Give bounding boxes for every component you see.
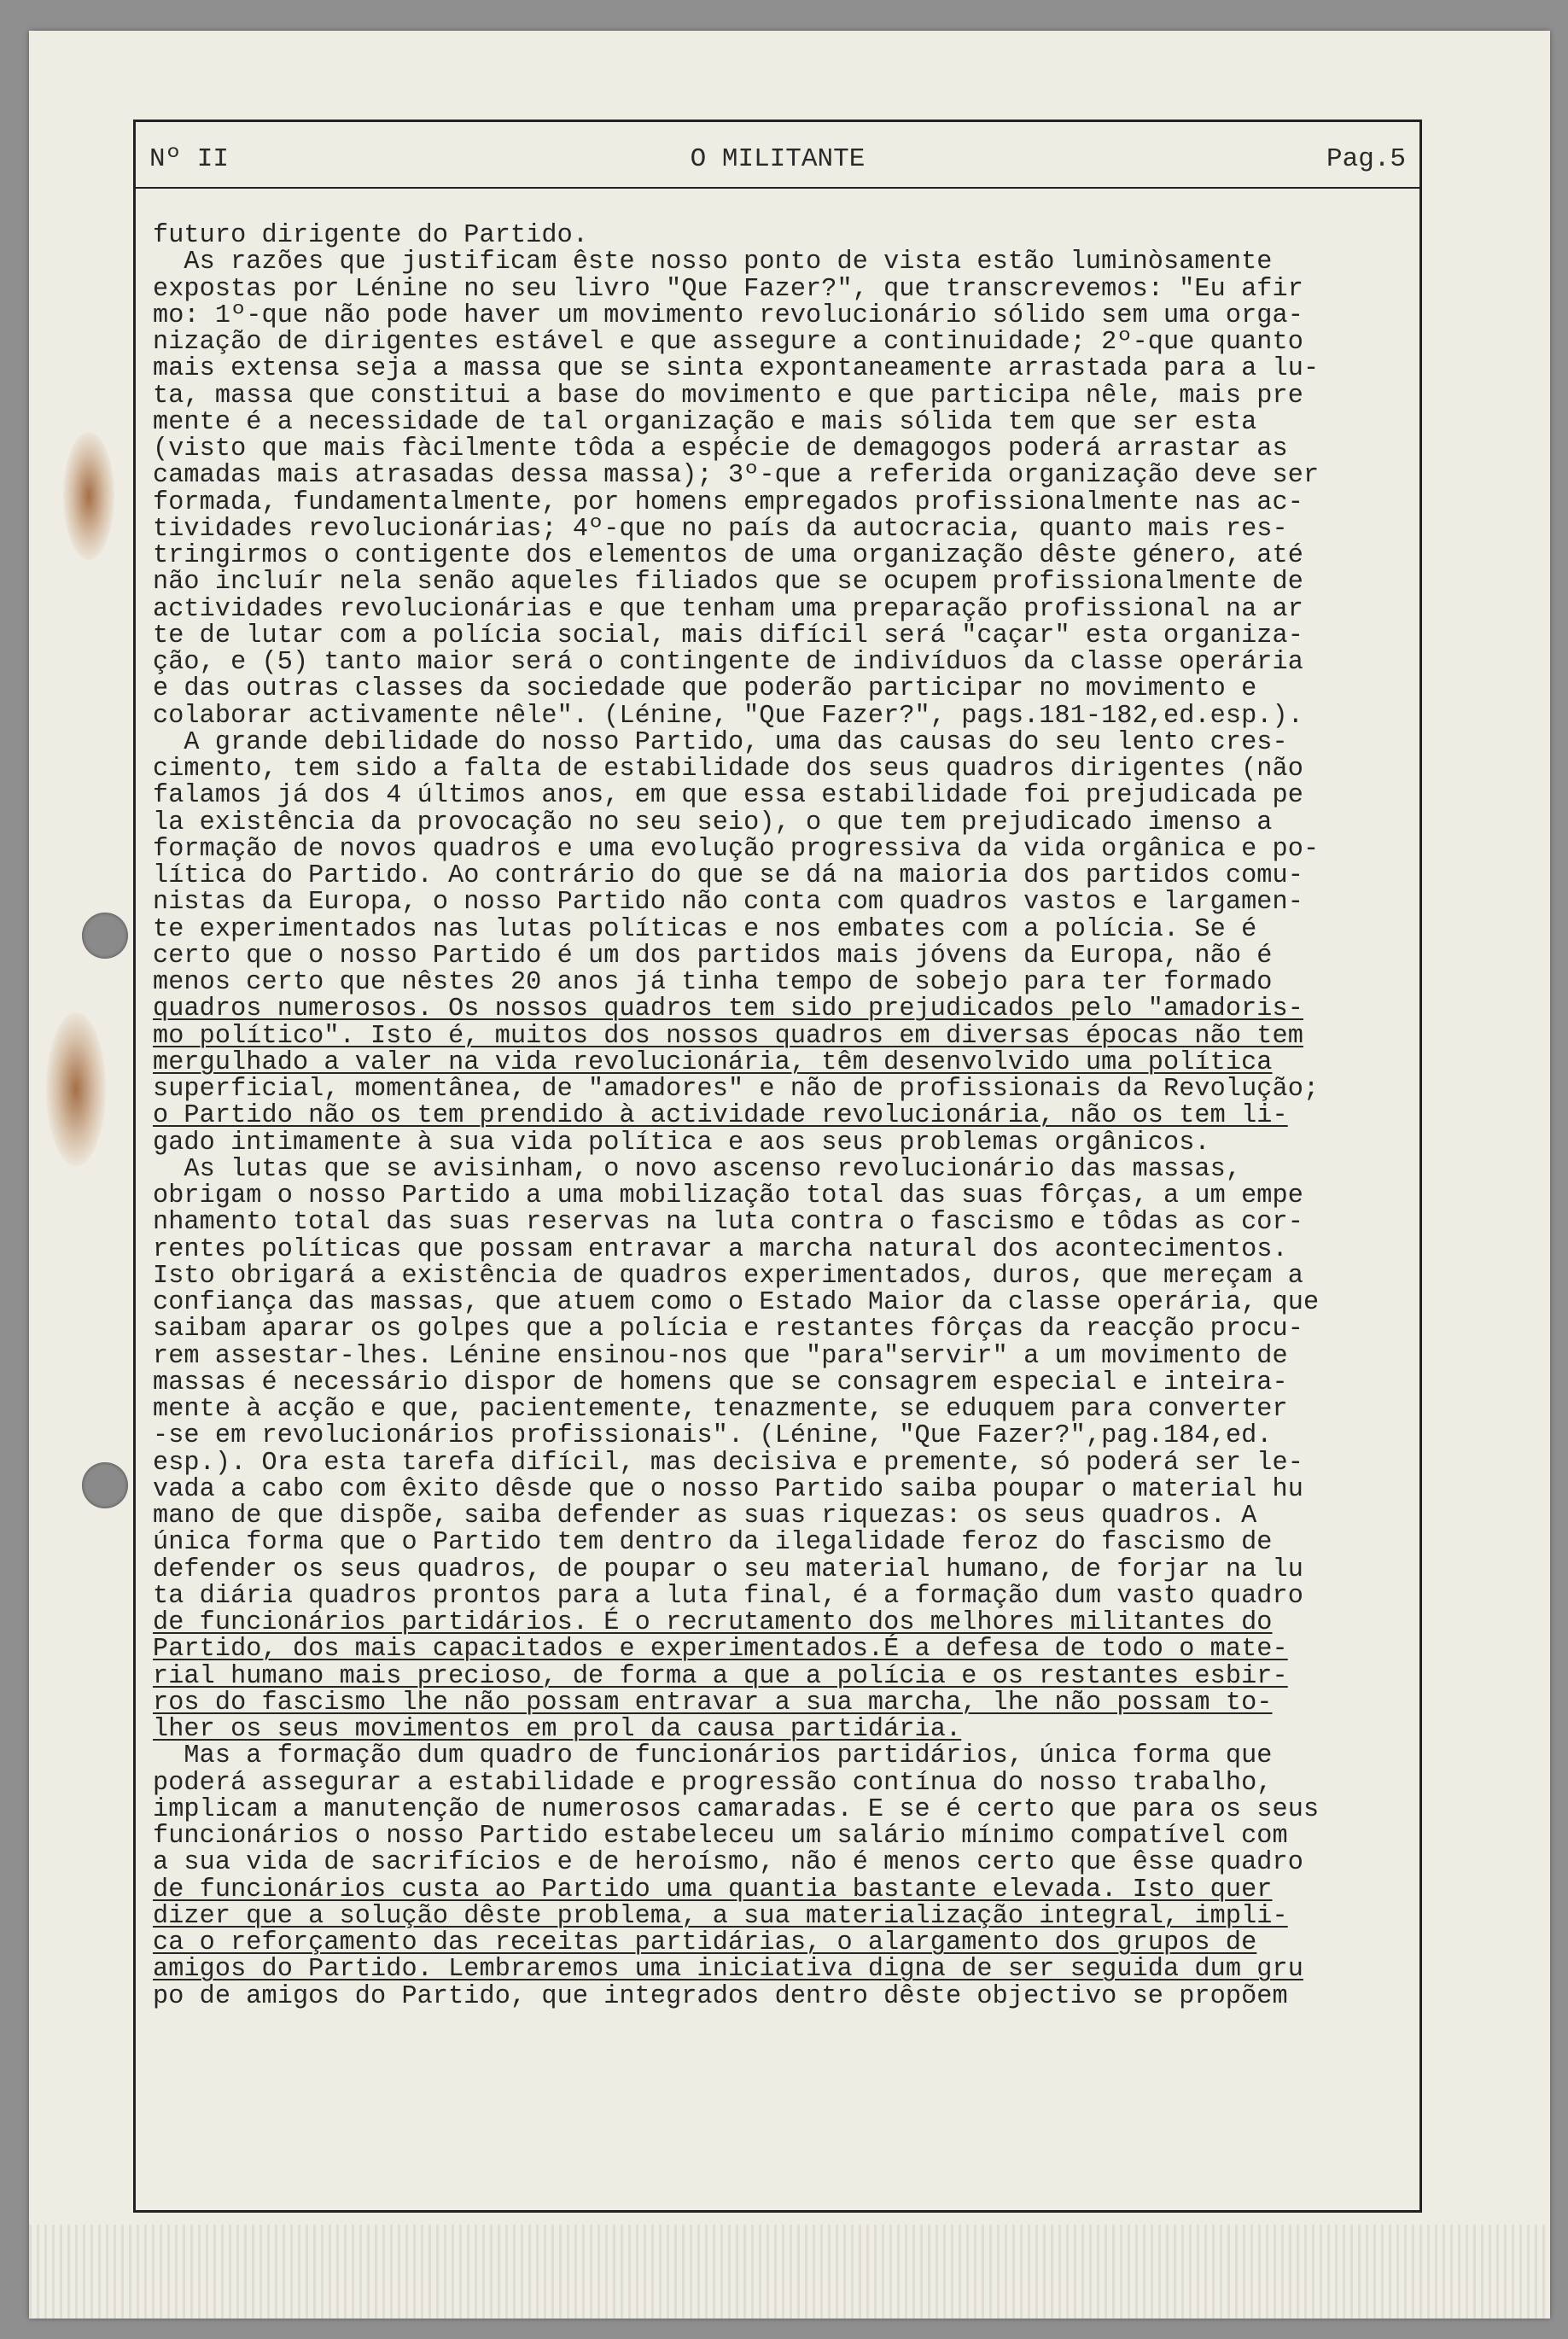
text-line: confiança das massas, que atuem como o Estado Maior da classe operária, que [153, 1288, 1320, 1317]
text-line: de funcionários custa ao Partido uma quantia bastante elevada. Isto quer [153, 1875, 1273, 1904]
page-header [136, 122, 1419, 189]
text-line: nistas da Europa, o nosso Partido não conta com quadros vastos e largamen- [153, 888, 1303, 918]
text-line: mo: 1º-que não pode haver um movimento revolucionário sólido sem uma orga- [153, 300, 1303, 330]
text-line: mano de que dispõe, saiba defender as suas riquezas: os seus quadros. A [153, 1502, 1257, 1531]
text-line: rentes políticas que possam entravar a marcha natural dos acontecimentos. [153, 1234, 1288, 1264]
text-line: mergulhado a valer na vida revolucionária, têm desenvolvido uma política [153, 1047, 1273, 1077]
text-line: esp.). Ora esta tarefa difícil, mas decisiva e premente, só poderá ser le- [153, 1448, 1303, 1478]
text-line: futuro dirigente do Partido. [153, 221, 589, 250]
text-line: e das outras classes da sociedade que poderão participar no movimento e [153, 674, 1257, 704]
text-line: vada a cabo com êxito dêsde que o nosso Partido saiba poupar o material hu [153, 1474, 1303, 1504]
text-line: la existência da provocação no seu seio), o que tem prejudicado imenso a [153, 808, 1273, 837]
text-line: te de lutar com a polícia social, mais difícil será "caçar" esta organiza- [153, 621, 1303, 650]
text-line: a sua vida de sacrifícios e de heroísmo, não é menos certo que êsse quadro [153, 1848, 1303, 1878]
text-line: mente é a necessidade de tal organização e mais sólida tem que ser esta [153, 407, 1257, 437]
text-line: o Partido não os tem prendido à actividade revolucionária, não os tem li- [153, 1101, 1288, 1131]
text-line: ca o reforçamento das receitas partidárias, o alargamento dos grupos de [153, 1928, 1257, 1957]
text-line: dizer que a solução dêste problema, a sua materialização integral, impli- [153, 1901, 1288, 1931]
punch-hole [82, 1462, 128, 1508]
text-line: única forma que o Partido tem dentro da ilegalidade feroz do fascismo de [153, 1528, 1273, 1558]
text-line: po de amigos do Partido, que integrados dentro dêste objectivo se propõem [153, 1981, 1288, 2011]
text-line: ta, massa que constitui a base do movimento e que participa nêle, mais pre [153, 381, 1303, 411]
text-line: ção, e (5) tanto maior será o contingente de indivíduos da classe operária [153, 648, 1303, 677]
text-line: gado intimamente à sua vida política e aos seus problemas orgânicos. [153, 1128, 1210, 1158]
text-line: As lutas que se avisinham, o novo ascenso revolucionário das massas, [153, 1154, 1242, 1184]
text-line: rial humano mais precioso, de forma a que a polícia e os restantes esbir- [153, 1661, 1288, 1691]
text-line: obrigam o nosso Partido a uma mobilização total das suas fôrças, a um empe [153, 1181, 1303, 1210]
text-line: nhamento total das suas reservas na luta contra o fascismo e tôdas as cor- [153, 1208, 1303, 1238]
text-line: Isto obrigará a existência de quadros experimentados, duros, que mereçam a [153, 1261, 1303, 1291]
text-line: defender os seus quadros, de poupar o seu material humano, de forjar na lu [153, 1554, 1303, 1584]
text-line: ros do fascismo lhe não possam entravar a sua marcha, lhe não possam to- [153, 1688, 1273, 1718]
text-line: Partido, dos mais capacitados e experimentados.É a defesa de todo o mate- [153, 1635, 1288, 1665]
rust-stain [63, 432, 114, 560]
text-line: camadas mais atrasadas dessa massa); 3º-que a referida organização deve ser [153, 461, 1320, 491]
text-line: -se em revolucionários profissionais". (Lénine, "Que Fazer?",pag.184,ed. [153, 1421, 1273, 1451]
text-line: amigos do Partido. Lembraremos uma iniciativa digna de ser seguida dum gru [153, 1955, 1303, 1985]
punch-hole [82, 913, 128, 959]
text-line: formada, fundamentalmente, por homens empregados profissionalmente nas ac- [153, 487, 1303, 517]
text-line: funcionários o nosso Partido estabeleceu um salário mínimo compatível com [153, 1822, 1288, 1851]
text-line: ta diária quadros prontos para a luta final, é a formação dum vasto quadro [153, 1581, 1303, 1611]
text-line: Mas a formação dum quadro de funcionários partidários, única forma que [153, 1741, 1273, 1771]
text-line: As razões que justificam êste nosso ponto de vista estão luminòsamente [153, 248, 1273, 277]
text-line: formação de novos quadros e uma evolução progressiva da vida orgânica e po- [153, 834, 1320, 864]
text-line: certo que o nosso Partido é um dos partidos mais jóvens da Europa, não é [153, 941, 1273, 971]
text-line: superficial, momentânea, de "amadores" e não de profissionais da Revolução; [153, 1075, 1320, 1104]
text-line: te experimentados nas lutas políticas e nos embates com a polícia. Se é [153, 914, 1257, 944]
text-line: menos certo que nêstes 20 anos já tinha tempo de sobejo para ter formado [153, 968, 1273, 997]
text-line: massas é necessário dispor de homens que se consagrem especial e inteira- [153, 1368, 1288, 1397]
page-number: Pag.5 [1326, 144, 1406, 174]
text-line: poderá assegurar a estabilidade e progressão contínua do nosso trabalho, [153, 1768, 1273, 1798]
article-body [153, 223, 1408, 2010]
text-line: não incluír nela senão aqueles filiados que se ocupem profissionalmente de [153, 568, 1303, 598]
text-line: A grande debilidade do nosso Partido, uma das causas do seu lento cres- [153, 727, 1288, 757]
text-line: cimento, tem sido a falta de estabilidade dos seus quadros dirigentes (não [153, 755, 1303, 784]
text-line: quadros numerosos. Os nossos quadros tem sido prejudicados pelo "amadoris- [153, 995, 1303, 1024]
text-line: (visto que mais fàcilmente tôda a espécie de demagogos poderá arrastar as [153, 435, 1288, 464]
text-line: mente à acção e que, pacientemente, tenazmente, se eduquem para converter [153, 1395, 1288, 1424]
publication-title: O MILITANTE [690, 144, 866, 174]
text-line: mo político". Isto é, muitos dos nossos quadros em diversas épocas não tem [153, 1021, 1303, 1051]
text-line: saibam aparar os golpes que a polícia e restantes fôrças da reacção procu- [153, 1315, 1303, 1344]
text-line: colaborar activamente nêle". (Lénine, "Que Fazer?", pags.181-182,ed.esp.). [153, 701, 1303, 731]
text-line: expostas por Lénine no seu livro "Que Fazer?", que transcrevemos: "Eu afir [153, 274, 1303, 304]
text-line: lher os seus movimentos em prol da causa partidária. [153, 1715, 962, 1744]
text-line: nização de dirigentes estável e que assegure a continuidade; 2º-que quanto [153, 328, 1303, 357]
text-line: implicam a manutenção de numerosos camaradas. E se é certo que para os seus [153, 1794, 1320, 1824]
issue-number: Nº II [149, 144, 230, 174]
rust-stain [46, 1012, 106, 1166]
text-line: tringirmos o contigente dos elementos de uma organização dêste género, até [153, 541, 1303, 570]
text-line: lítica do Partido. Ao contrário do que se dá na maioria dos partidos comu- [153, 861, 1303, 890]
text-line: tividades revolucionárias; 4º-que no país da autocracia, quanto mais res- [153, 514, 1288, 544]
page-frame [133, 120, 1422, 2213]
text-line: de funcionários partidários. É o recrutamento dos melhores militantes do [153, 1608, 1273, 1637]
text-line: actividades revolucionárias e que tenham uma preparação profissional na ar [153, 594, 1303, 624]
text-line: rem assestar-lhes. Lénine ensinou-nos que "para"servir" a um movimento de [153, 1341, 1288, 1371]
text-line: falamos já dos 4 últimos anos, em que essa estabilidade foi prejudicada pe [153, 781, 1303, 811]
text-line: mais extensa seja a massa que se sinta expontaneamente arrastada para a lu- [153, 354, 1320, 384]
bottom-speckle [29, 2225, 1550, 2319]
